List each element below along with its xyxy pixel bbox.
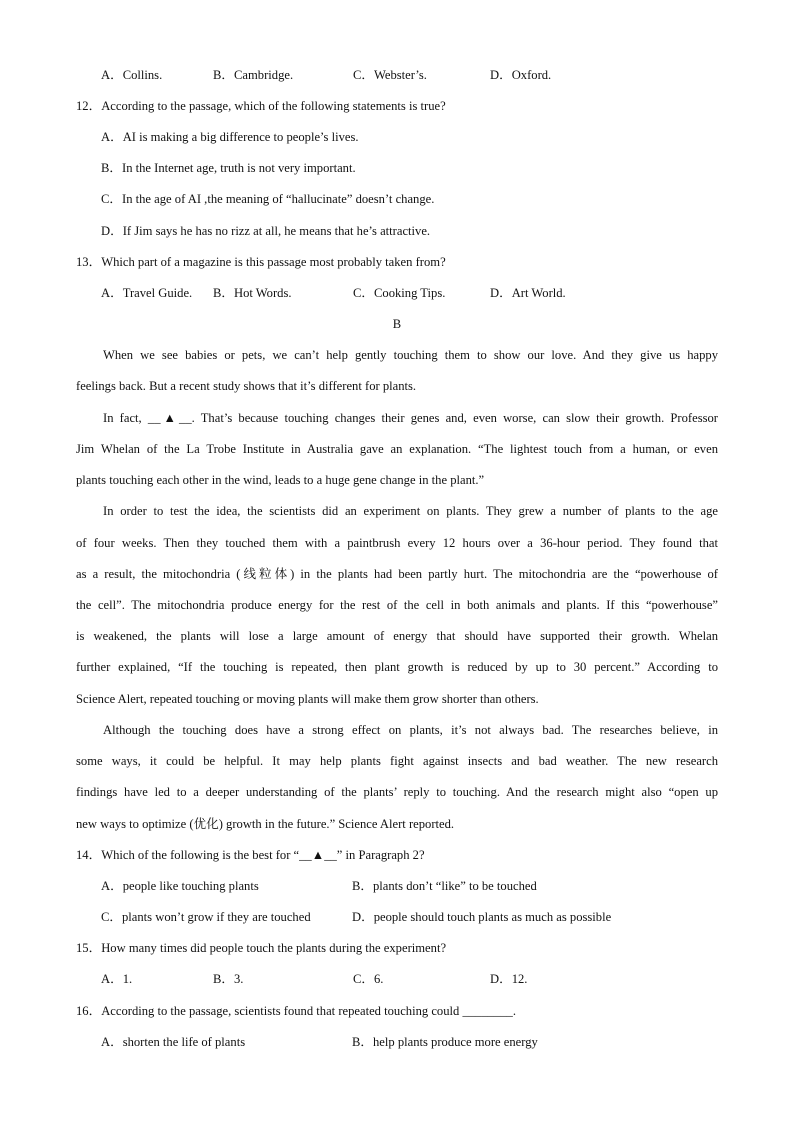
q14-stem: 14．Which of the following is the best for “__▲__” in Paragraph 2? [76,848,425,862]
passage-line: plants touching each other in the wind, leads to a huge gene change in the plant.” [76,473,485,487]
q16-stem: 16．According to the passage, scientists found that repeated touching could ________. [76,1004,516,1018]
passage-line: Although the touching does have a strong effect on plants, it’s not always bad. The researches believe, in [103,723,718,737]
q15-option-c: C．6. [353,972,384,986]
passage-line: the cell”. The mitochondria produce energy for the rest of the cell in both animals and plants. If this “powerhouse” [76,598,718,612]
q12-stem: 12．According to the passage, which of the following statements is true? [76,99,446,113]
q15-option-d: D．12. [490,972,528,986]
q12-option-d: D．If Jim says he has no rizz at all, he means that he’s attractive. [101,224,431,238]
q14-option-b: B．plants don’t “like” to be touched [352,879,537,893]
q14-option-c: C．plants won’t grow if they are touched [101,910,311,924]
q16-option-a: A．shorten the life of plants [101,1035,246,1049]
passage-line: as a result, the mitochondria (线粒体) in the plants had been partly hurt. The mitochondria are the “powerhouse of [76,567,718,581]
q12-option-c: C．In the age of AI ,the meaning of “hallucinate” doesn’t change. [101,192,435,206]
q15-option-b: B．3. [213,972,244,986]
passage-line: feelings back. But a recent study shows that it’s different for plants. [76,379,417,393]
q14-option-a: A．people like touching plants [101,879,259,893]
passage-line: further explained, “If the touching is repeated, then plant growth is reduced by up to 30 percent.” According to [76,660,718,674]
passage-line: new ways to optimize (优化) growth in the future.” Science Alert reported. [76,817,455,831]
q15-option-a: A．1. [101,972,133,986]
passage-line: findings have led to a deeper understanding of the plants’ reply to touching. And the research might also “open up [76,785,718,799]
q13-option-b: B．Hot Words. [213,286,292,300]
passage-line: some ways, it could be helpful. It may help plants fight against insects and bad weather. The new research [76,754,718,768]
q11-option-b: B．Cambridge. [213,68,294,82]
passage-line: is weakened, the plants will lose a large amount of energy that should have supported their growth. Whelan [76,629,718,643]
q13-stem: 13．Which part of a magazine is this passage most probably taken from? [76,255,446,269]
q14-option-d: D．people should touch plants as much as possible [352,910,612,924]
q11-option-d: D．Oxford. [490,68,552,82]
q13-option-d: D．Art World. [490,286,566,300]
passage-line: Science Alert, repeated touching or moving plants will make them grow shorter than others. [76,692,539,706]
q13-option-a: A．Travel Guide. [101,286,193,300]
q15-stem: 15．How many times did people touch the plants during the experiment? [76,941,447,955]
q12-option-a: A．AI is making a big difference to people’s lives. [101,130,359,144]
q13-option-c: C．Cooking Tips. [353,286,446,300]
q16-option-b: B．help plants produce more energy [352,1035,538,1049]
passage-line: In order to test the idea, the scientists did an experiment on plants. They grew a number of plants to the age [103,504,718,518]
passage-line: Jim Whelan of the La Trobe Institute in Australia gave an explanation. “The lightest touch from a human, or even [76,442,718,456]
q11-option-c: C．Webster’s. [353,68,427,82]
q11-option-a: A．Collins. [101,68,163,82]
section-b-heading: B [392,317,402,331]
passage-line: In fact, __▲__. That’s because touching changes their genes and, even worse, can slow their growth. Professor [103,411,718,425]
passage-line: When we see babies or pets, we can’t help gently touching them to show our love. And they give us happy [103,348,718,362]
q12-option-b: B．In the Internet age, truth is not very important. [101,161,356,175]
passage-line: of four weeks. Then they touched them with a paintbrush every 12 hours over a 36-hour period. They found that [76,536,718,550]
